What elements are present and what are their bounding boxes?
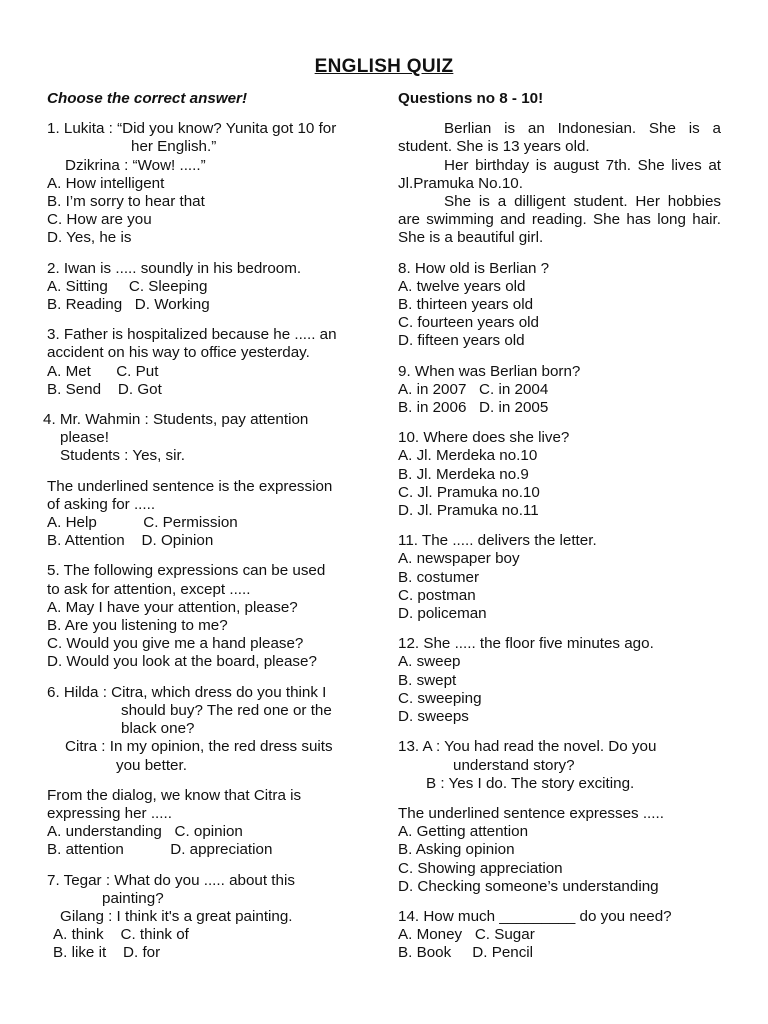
question-12-option-c: C. sweeping (398, 689, 482, 707)
question-11-option-b: B. costumer (398, 568, 480, 586)
question-13-line-4: The underlined sentence expresses ..... (398, 804, 664, 822)
question-14 (398, 908, 721, 963)
question-8-stem: 8. How old is Berlian ? (398, 259, 550, 277)
question-10 (398, 429, 721, 520)
question-11 (398, 532, 721, 623)
question-12-option-d: D. sweeps (398, 708, 469, 726)
question-4-line-4: The underlined sentence is the expression (47, 477, 333, 495)
question-6-line-7: expressing her ..... (47, 804, 172, 822)
question-4-line-5: of asking for ..... (47, 495, 156, 513)
passage-heading: Questions no 8 - 10! (398, 90, 544, 107)
question-13 (398, 738, 721, 896)
question-13-line-1: 13. A : You had read the novel. Do you (398, 738, 657, 756)
reading-passage (398, 120, 721, 247)
question-14-options-bd: B. Book D. Pencil (398, 944, 534, 962)
question-4-options-ac: A. Help C. Permission (47, 514, 238, 532)
question-9 (398, 363, 721, 418)
question-1-option-c: C. How are you (47, 211, 152, 229)
question-4-line-3: Students : Yes, sir. (60, 447, 185, 465)
question-13-option-c: C. Showing appreciation (398, 859, 563, 877)
question-4-options-bd: B. Attention D. Opinion (47, 532, 214, 550)
question-6-line-4: Citra : In my opinion, the red dress suits (65, 738, 333, 756)
question-7 (47, 872, 377, 963)
question-1-line-3: Dzikrina : “Wow! .....” (65, 156, 206, 174)
question-5-line-2: to ask for attention, except ..... (47, 580, 251, 598)
question-9-stem: 9. When was Berlian born? (398, 362, 581, 380)
question-6-line-3: black one? (121, 720, 195, 738)
question-6-line-2: should buy? The red one or the (121, 701, 332, 719)
question-3-line-2: accident on his way to office yesterday. (47, 344, 310, 362)
question-7-line-3: Gilang : I think it's a great painting. (60, 907, 293, 925)
passage-paragraph-2: Her birthday is august 7th. She lives at Jl.Pramuka No.10. (398, 156, 721, 192)
question-2-stem: 2. Iwan is ..... soundly in his bedroom. (47, 259, 302, 277)
question-5-option-a: A. May I have your attention, please? (47, 598, 298, 616)
question-13-option-b: B. Asking opinion (398, 841, 515, 859)
question-12 (398, 635, 721, 726)
question-4-line-2: please! (60, 429, 109, 447)
question-4-line-1: 4. Mr. Wahmin : Students, pay attention (43, 411, 309, 429)
question-13-line-3: B : Yes I do. The story exciting. (426, 774, 635, 792)
question-10-option-a: A. Jl. Merdeka no.10 (398, 447, 538, 465)
right-column (398, 90, 721, 975)
question-1-option-b: B. I’m sorry to hear that (47, 193, 205, 211)
question-3-options-bd: B. Send D. Got (47, 380, 162, 398)
left-column (43, 90, 377, 975)
question-11-option-a: A. newspaper boy (398, 550, 520, 568)
question-10-stem: 10. Where does she live? (398, 429, 570, 447)
question-5-line-1: 5. The following expressions can be used (47, 562, 326, 580)
question-12-stem: 12. She ..... the floor five minutes ago. (398, 635, 654, 653)
question-8-option-c: C. fourteen years old (398, 314, 539, 332)
question-1 (47, 120, 377, 247)
question-11-option-d: D. policeman (398, 605, 487, 623)
question-10-option-b: B. Jl. Merdeka no.9 (398, 465, 529, 483)
question-12-option-a: A. sweep (398, 653, 461, 671)
question-7-options-ac: A. think C. think of (53, 926, 189, 944)
question-12-option-b: B. swept (398, 671, 457, 689)
question-7-options-bd: B. like it D. for (53, 944, 161, 962)
question-10-option-d: D. Jl. Pramuka no.11 (398, 502, 539, 520)
question-2 (47, 260, 377, 315)
question-1-option-a: A. How intelligent (47, 174, 165, 192)
question-13-line-2: understand story? (453, 756, 575, 774)
question-6-line-6: From the dialog, we know that Citra is (47, 786, 302, 804)
question-5-option-c: C. Would you give me a hand please? (47, 635, 304, 653)
question-3-options-ac: A. Met C. Put (47, 362, 159, 380)
question-13-option-a: A. Getting attention (398, 823, 529, 841)
question-8 (398, 260, 721, 351)
question-3-line-1: 3. Father is hospitalized because he ..... an (47, 326, 337, 344)
question-6-options-bd: B. attention D. appreciation (47, 841, 273, 859)
passage-paragraph-3: She is a dilligent student. Her hobbies are swimming and reading. She has long hair. She is a beautiful girl. (398, 193, 721, 247)
question-6 (47, 684, 377, 860)
instruction-heading: Choose the correct answer! (47, 90, 248, 107)
question-9-options-ac: A. in 2007 C. in 2004 (398, 380, 549, 398)
question-6-line-5: you better. (116, 756, 187, 774)
question-2-options-ac: A. Sitting C. Sleeping (47, 277, 208, 295)
question-11-option-c: C. postman (398, 586, 476, 604)
question-8-option-d: D. fifteen years old (398, 332, 525, 350)
question-6-line-1: 6. Hilda : Citra, which dress do you think I (47, 683, 327, 701)
quiz-title: ENGLISH QUIZ (314, 56, 454, 77)
question-14-options-ac: A. Money C. Sugar (398, 926, 535, 944)
question-1-option-d: D. Yes, he is (47, 229, 132, 247)
question-1-line-1: 1. Lukita : “Did you know? Yunita got 10 for (47, 120, 337, 138)
question-4 (43, 411, 377, 550)
question-7-line-1: 7. Tegar : What do you ..... about this (47, 871, 295, 889)
question-8-option-b: B. thirteen years old (398, 296, 534, 314)
question-5-option-d: D. Would you look at the board, please? (47, 653, 317, 671)
question-14-stem: 14. How much _________ do you need? (398, 907, 672, 925)
question-10-option-c: C. Jl. Pramuka no.10 (398, 483, 540, 501)
question-5-option-b: B. Are you listening to me? (47, 617, 228, 635)
question-8-option-a: A. twelve years old (398, 277, 526, 295)
question-13-option-d: D. Checking someone’s understanding (398, 877, 659, 895)
question-3 (47, 326, 377, 399)
question-5 (47, 562, 377, 671)
question-11-stem: 11. The ..... delivers the letter. (398, 532, 597, 550)
question-1-line-2: her English.” (131, 138, 217, 156)
question-6-options-ac: A. understanding C. opinion (47, 823, 243, 841)
passage-paragraph-1: Berlian is an Indonesian. She is a student. She is 13 years old. (398, 120, 721, 156)
question-7-line-2: painting? (102, 889, 164, 907)
question-2-options-bd: B. Reading D. Working (47, 296, 210, 314)
question-9-options-bd: B. in 2006 D. in 2005 (398, 399, 549, 417)
